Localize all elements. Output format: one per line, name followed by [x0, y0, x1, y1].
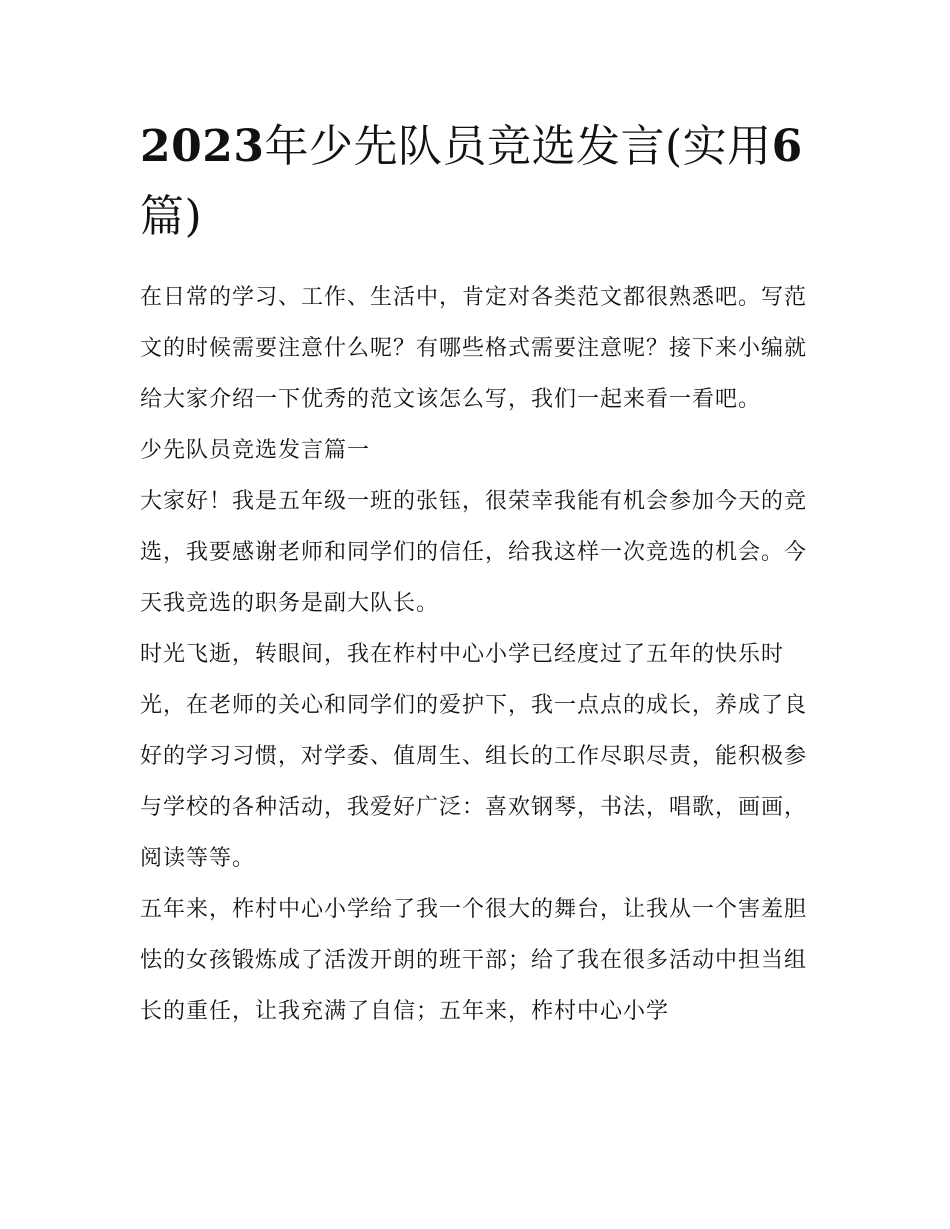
- document-body: [140, 272, 816, 1037]
- title-count: 6: [771, 121, 803, 172]
- title-text-part2: 篇): [140, 191, 203, 242]
- title-year: 2023: [140, 121, 265, 172]
- body-paragraph: 大家好！我是五年级一班的张钰，很荣幸我能有机会参加今天的竞选，我要感谢老师和同学们的信任，给我这样一次竞选的机会。今天我竞选的职务是副大队长。: [140, 489, 808, 616]
- document-content: [140, 112, 816, 1037]
- document-title: [140, 112, 816, 252]
- body-paragraph: 五年来，柞村中心小学给了我一个很大的舞台，让我从一个害羞胆怯的女孩锻炼成了活泼开朗的班干部；给了我在很多活动中担当组长的重任，让我充满了自信；五年来，柞村中心小学: [140, 897, 808, 1024]
- intro-paragraph: 在日常的学习、工作、生活中，肯定对各类范文都很熟悉吧。写范文的时候需要注意什么呢？有哪些格式需要注意呢？接下来小编就给大家介绍一下优秀的范文该怎么写，我们一起来看一看吧。: [140, 285, 808, 412]
- body-paragraph: 时光飞逝，转眼间，我在柞村中心小学已经度过了五年的快乐时光，在老师的关心和同学们的爱护下，我一点点的成长，养成了良好的学习习惯，对学委、值周生、组长的工作尽职尽责，能积极参与学校的各种活动，我爱好广泛：喜欢钢琴，书法，唱歌，画画，阅读等等。: [140, 642, 808, 871]
- title-text-part1: 年少先队员竞选发言(实用: [264, 121, 772, 172]
- section-heading: 少先队员竞选发言篇一: [140, 438, 371, 463]
